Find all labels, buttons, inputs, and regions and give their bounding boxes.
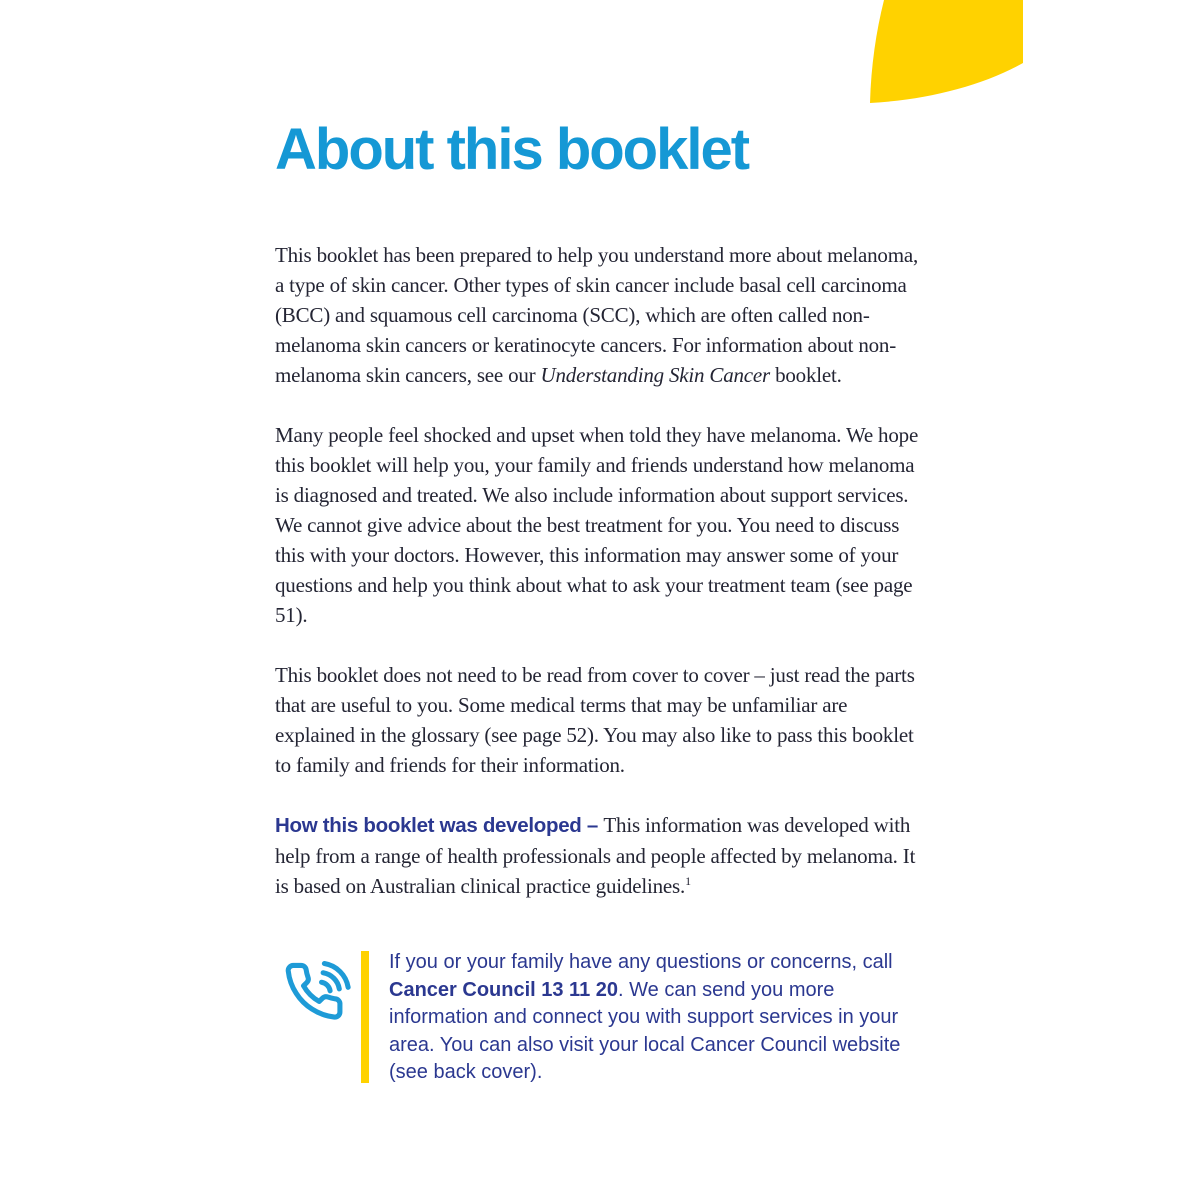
- page-content: [275, 117, 927, 1087]
- callout-rest: . We can send you more information and connect you with support services in your area. You can also visit your local Cancer Council website (see back cover).: [389, 978, 901, 1083]
- cancer-council-phone: Cancer Council 13 11 20: [389, 978, 619, 1001]
- yellow-corner-decoration: [869, 0, 1023, 104]
- footnote-marker: 1: [685, 874, 691, 888]
- intro-paragraph-text: This booklet has been prepared to help you understand more about melanoma, a type of skin cancer. Other types of skin cancer include basal cell carcinoma (BCC) and squamous cell carcinoma (SCC), which are often called non-melanoma skin cancers or keratinocyte cancers. For information about non-melanoma skin cancers, see our: [275, 243, 919, 387]
- development-paragraph: [275, 810, 927, 901]
- callout-intro: If you or your family have any questions or concerns, call: [389, 951, 893, 973]
- contact-callout: [275, 947, 927, 1087]
- development-lead-bold: How this booklet was developed –: [275, 814, 604, 837]
- support-paragraph: Many people feel shocked and upset when told they have melanoma. We hope this booklet will help you, your family and friends understand how melanoma is diagnosed and treated. We also include information about support services. We cannot give advice about the best treatment for you. You need to discuss this with your doctors. However, this information may answer some of your questions and help you think about what to ask your treatment team (see page 51).: [275, 423, 919, 627]
- reading-guide-paragraph: This booklet does not need to be read from cover to cover – just read the parts that are useful to you. Some medical terms that may be unfamiliar are explained in the glossary (see page 52). You may also like to pass this booklet to family and friends for their information.: [275, 663, 915, 777]
- page-title: About this booklet: [275, 117, 749, 182]
- booklet-title-italic: Understanding Skin Cancer: [540, 363, 771, 387]
- intro-paragraph: [275, 240, 927, 390]
- intro-paragraph-tail: booklet.: [770, 363, 842, 387]
- development-text: This information was developed with help from a range of health professionals and people affected by melanoma. It is based on Australian clinical practice guidelines.: [275, 813, 916, 898]
- phone-icon: [275, 947, 361, 1087]
- callout-accent-bar: [361, 951, 369, 1083]
- callout-text: [389, 947, 927, 1087]
